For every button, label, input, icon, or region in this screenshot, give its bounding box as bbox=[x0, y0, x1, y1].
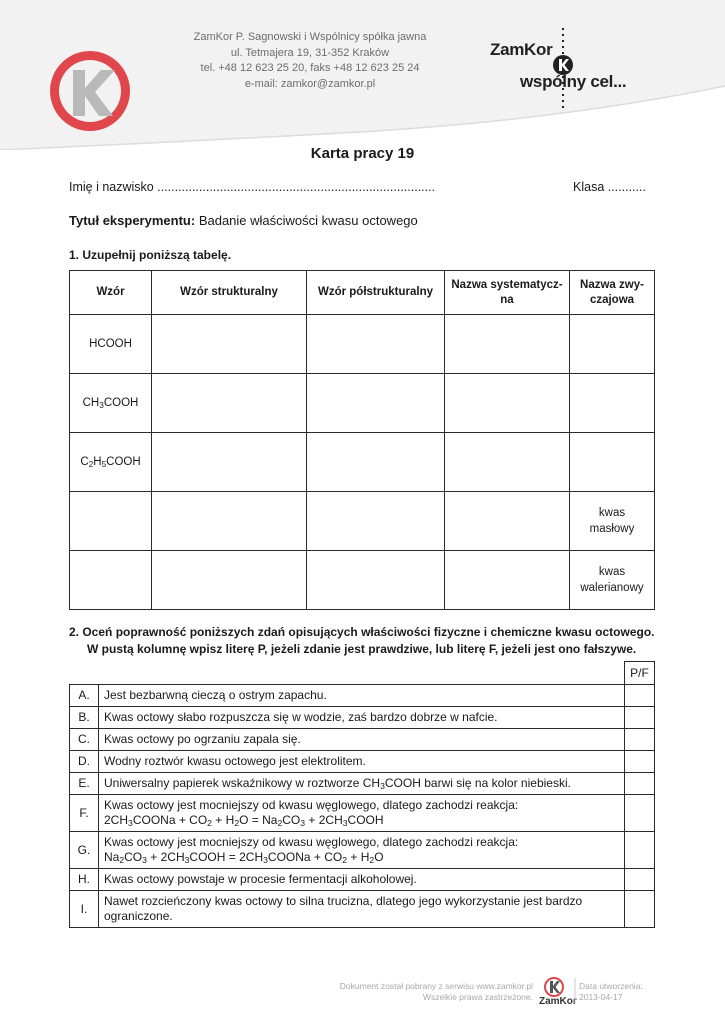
brand-slogan: wspólny cel... bbox=[520, 72, 627, 91]
answer-cell[interactable] bbox=[152, 433, 307, 492]
footer-source bbox=[300, 981, 533, 1003]
table-row bbox=[70, 315, 655, 374]
answer-cell[interactable] bbox=[152, 374, 307, 433]
col-common-name: Nazwa zwy-czajowa bbox=[570, 271, 655, 315]
statement-text bbox=[99, 773, 625, 795]
footer-divider bbox=[574, 978, 576, 1004]
answer-cell[interactable] bbox=[307, 433, 445, 492]
task1-heading: 1. Uzupełnij poniższą tabelę. bbox=[69, 248, 232, 262]
statement-line: Jest bezbarwną cieczą o ostrym zapachu. bbox=[104, 688, 327, 702]
task2-heading-line1: 2. Oceń poprawność poniższych zdań opisujących właściwości fizyczne i chemiczne kwasu octowego. bbox=[69, 625, 655, 639]
table-header-row bbox=[70, 271, 655, 315]
statement-line: Wodny roztwór kwasu octowego jest elektrolitem. bbox=[104, 754, 366, 768]
experiment-title bbox=[69, 213, 418, 228]
company-email: e-mail: zamkor@zamkor.pl bbox=[244, 77, 376, 90]
answer-cell[interactable] bbox=[70, 492, 152, 551]
answer-cell[interactable] bbox=[570, 374, 655, 433]
statement-letter: A. bbox=[70, 685, 99, 707]
reaction-equation: $2CH_3COONa + CO_2 + H_2O = Na_2CO_3$ + $2CH_3COOH$ bbox=[104, 813, 384, 829]
statement-letter: G. bbox=[70, 832, 99, 869]
compounds-table bbox=[69, 270, 655, 610]
footer-brand: ZamKor bbox=[539, 996, 577, 1007]
pf-answer-cell[interactable] bbox=[625, 773, 655, 795]
statement-text bbox=[99, 891, 625, 928]
answer-cell[interactable] bbox=[570, 433, 655, 492]
answer-cell[interactable] bbox=[307, 492, 445, 551]
experiment-label: Tytuł eksperymentu: bbox=[69, 213, 196, 228]
statement-text bbox=[99, 685, 625, 707]
pf-answer-cell[interactable] bbox=[625, 832, 655, 869]
statement-text bbox=[99, 729, 625, 751]
company-name: ZamKor P. Sagnowski i Wspólnicy spółka jawna bbox=[193, 31, 427, 43]
table-row bbox=[70, 551, 655, 610]
pf-header: P/F bbox=[625, 662, 655, 685]
statement-letter: B. bbox=[70, 707, 99, 729]
footer-line2: Wszelkie prawa zastrzeżone. bbox=[422, 992, 533, 1002]
statement-text bbox=[99, 751, 625, 773]
answer-cell[interactable] bbox=[70, 551, 152, 610]
table-row bbox=[70, 869, 655, 891]
table-row bbox=[70, 773, 655, 795]
col-systematic-name: Nazwa systematycz-na bbox=[445, 271, 570, 315]
brand-name: ZamKor bbox=[490, 40, 553, 59]
statement-letter: F. bbox=[70, 795, 99, 832]
pf-answer-cell[interactable] bbox=[625, 891, 655, 928]
statement-line: Kwas octowy jest mocniejszy od kwasu węglowego, dlatego zachodzi reakcja: bbox=[104, 798, 519, 812]
student-name-field: Imię i nazwisko ................................................................................ bbox=[69, 180, 436, 194]
answer-cell[interactable] bbox=[445, 492, 570, 551]
answer-cell[interactable] bbox=[152, 492, 307, 551]
formula-cell: HCOOH bbox=[70, 315, 152, 374]
pf-answer-cell[interactable] bbox=[625, 795, 655, 832]
answer-cell[interactable] bbox=[307, 374, 445, 433]
page-title: Karta pracy 19 bbox=[310, 145, 415, 162]
answer-cell[interactable] bbox=[307, 315, 445, 374]
pf-header-row bbox=[70, 662, 655, 685]
empty-header bbox=[70, 662, 625, 685]
zamkor-logo-icon bbox=[45, 46, 135, 136]
answer-cell[interactable] bbox=[445, 374, 570, 433]
pf-answer-cell[interactable] bbox=[625, 707, 655, 729]
table-row bbox=[70, 707, 655, 729]
pf-answer-cell[interactable] bbox=[625, 751, 655, 773]
statement-letter: I. bbox=[70, 891, 99, 928]
formula-cell: $CH_3COOH$ bbox=[70, 374, 152, 433]
statement-text bbox=[99, 707, 625, 729]
table-row bbox=[70, 832, 655, 869]
footer-date-value: 2013-04-17 bbox=[579, 992, 623, 1002]
answer-cell[interactable] bbox=[152, 551, 307, 610]
student-class-field: Klasa ........... bbox=[573, 180, 646, 194]
statement-line: Kwas octowy słabo rozpuszcza się w wodzie, zaś bardzo dobrze w nafcie. bbox=[104, 710, 498, 724]
col-formula: Wzór bbox=[70, 271, 152, 315]
statement-line: Kwas octowy jest mocniejszy od kwasu węglowego, dlatego zachodzi reakcja: bbox=[104, 835, 519, 849]
answer-cell[interactable] bbox=[307, 551, 445, 610]
reaction-equation: $Na_2CO_3$ + $2CH_3COOH$ = $2CH_3COONa + CO_2 + H_2O$ bbox=[104, 850, 384, 866]
table-row bbox=[70, 685, 655, 707]
statement-line: Kwas octowy powstaje w procesie fermentacji alkoholowej. bbox=[104, 872, 417, 886]
table-row bbox=[70, 795, 655, 832]
col-semistructural: Wzór półstrukturalny bbox=[307, 271, 445, 315]
experiment-value: Badanie właściwości kwasu octowego bbox=[198, 213, 418, 228]
statement-text bbox=[99, 869, 625, 891]
col-structural: Wzór strukturalny bbox=[152, 271, 307, 315]
table-row bbox=[70, 492, 655, 551]
statement-line: Nawet rozcieńczony kwas octowy to silna trucizna, dlatego jego wykorzystanie jest bardzo ograniczone. bbox=[104, 894, 583, 923]
statement-letter: H. bbox=[70, 869, 99, 891]
common-name-cell: kwas masłowy bbox=[570, 492, 655, 551]
statement-text bbox=[99, 795, 625, 832]
footer-date-label: Data utworzenia: bbox=[579, 981, 643, 991]
answer-cell[interactable] bbox=[445, 551, 570, 610]
common-name-cell: kwas walerianowy bbox=[570, 551, 655, 610]
answer-cell[interactable] bbox=[445, 315, 570, 374]
formula-cell: $C_2H_5COOH$ bbox=[70, 433, 152, 492]
table-row bbox=[70, 751, 655, 773]
task2-heading bbox=[69, 624, 659, 658]
company-address: ul. Tetmajera 19, 31-352 Kraków bbox=[230, 46, 390, 59]
table-row bbox=[70, 433, 655, 492]
statement-letter: D. bbox=[70, 751, 99, 773]
company-phone: tel. +48 12 623 25 20, faks +48 12 623 25 24 bbox=[200, 62, 420, 74]
statement-line: Uniwersalny papierek wskaźnikowy w roztworze $CH_3COOH$ barwi się na kolor niebieski. bbox=[104, 776, 571, 792]
pf-answer-cell[interactable] bbox=[625, 685, 655, 707]
table-row bbox=[70, 729, 655, 751]
pf-answer-cell[interactable] bbox=[625, 729, 655, 751]
answer-cell[interactable] bbox=[445, 433, 570, 492]
statement-text bbox=[99, 832, 625, 869]
statement-letter: C. bbox=[70, 729, 99, 751]
statements-table bbox=[69, 661, 655, 928]
footer-logo-icon bbox=[544, 977, 564, 997]
task2-heading-line2: W pustą kolumnę wpisz literę P, jeżeli zdanie jest prawdziwe, lub literę F, jeżeli jest ono fałszywe. bbox=[87, 642, 637, 656]
footer-date bbox=[579, 981, 643, 1003]
statement-line: Kwas octowy po ogrzaniu zapala się. bbox=[104, 732, 301, 746]
statement-letter: E. bbox=[70, 773, 99, 795]
company-info bbox=[160, 30, 460, 92]
table-row bbox=[70, 891, 655, 928]
answer-cell[interactable] bbox=[152, 315, 307, 374]
answer-cell[interactable] bbox=[570, 315, 655, 374]
footer-line1: Dokument został pobrany z serwisu www.zamkor.pl bbox=[339, 981, 533, 991]
pf-answer-cell[interactable] bbox=[625, 869, 655, 891]
table-row bbox=[70, 374, 655, 433]
